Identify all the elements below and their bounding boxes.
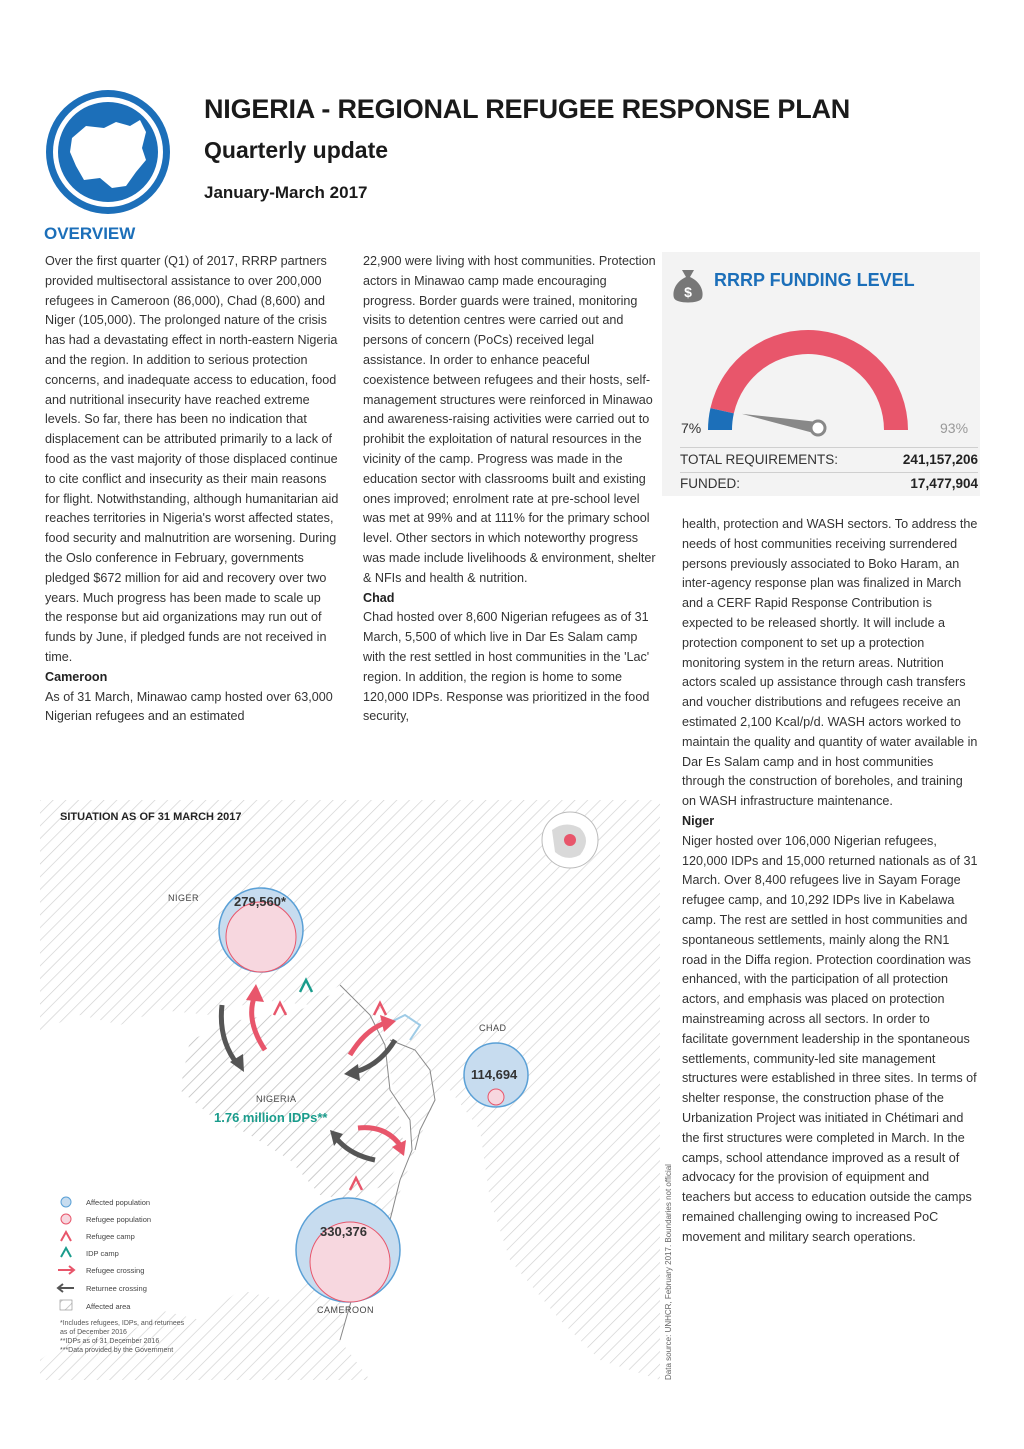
section-heading-niger: Niger bbox=[682, 813, 715, 828]
map-note: as of December 2016 bbox=[60, 1329, 127, 1336]
divider bbox=[680, 447, 978, 448]
map-note: **IDPs as of 31 December 2016 bbox=[60, 1338, 160, 1345]
date-range: January-March 2017 bbox=[204, 183, 368, 202]
total-requirements-value: 241,157,206 bbox=[902, 452, 978, 467]
chad-population-figure: 114,694 bbox=[471, 1067, 518, 1082]
affected-population-icon bbox=[61, 1197, 71, 1207]
country-label-chad: CHAD bbox=[479, 1023, 507, 1033]
money-bag-icon bbox=[670, 266, 706, 306]
paragraph: 22,900 were living with host communities. Protection actors in Minawao camp made encouraging progress. Border guards were trained, monitoring visits to detention centres were carried out and persons of concern (PoCs) received legal assistance. In order to enhance peaceful coexistence between refugees and their hosts, self-management structures were reinforced in Minawao and awareness-raising activities were carried out to prohibit the exploitation of natural resources in the vicinity of the camp. Progress was made in the education sector with classrooms built and existing ones improved; enrolment rate at pre-school level was met at 99% and at 111% for the primary school level. Other sectors in which noteworthy progress was made include livelihoods & environment, shelter & NFIs and health & nutrition. bbox=[363, 254, 656, 585]
text-column-3 bbox=[682, 515, 978, 1247]
affected-area-icon bbox=[60, 1300, 72, 1310]
idp-figure: 1.76 million IDPs** bbox=[214, 1110, 328, 1125]
country-label-nigeria: NIGERIA bbox=[256, 1094, 297, 1104]
niger-population-figure: 279,560* bbox=[234, 894, 287, 909]
legend-item: Refugee crossing bbox=[86, 1265, 145, 1275]
map-title: SITUATION AS OF 31 MARCH 2017 bbox=[60, 811, 242, 823]
map-note: ***Data provided by the Government bbox=[60, 1347, 174, 1354]
page-subtitle: Quarterly update bbox=[204, 137, 389, 163]
total-requirements-label: TOTAL REQUIREMENTS: bbox=[680, 452, 839, 467]
country-label-niger: NIGER bbox=[168, 893, 200, 903]
niger-refugee-circle bbox=[226, 902, 296, 972]
legend-item: Returnee crossing bbox=[86, 1283, 147, 1293]
paragraph: As of 31 March, Minawao camp hosted over 63,000 Nigerian refugees and an estimated bbox=[45, 689, 333, 724]
map-credit: Data source: UNHCR, February 2017. Boundaries not official bbox=[664, 1164, 673, 1380]
section-heading-chad: Chad bbox=[363, 590, 395, 605]
overview-heading: OVERVIEW bbox=[44, 224, 136, 243]
gauge-hub bbox=[811, 421, 825, 435]
chad-refugee-circle bbox=[488, 1089, 504, 1105]
section-heading-cameroon: Cameroon bbox=[45, 669, 108, 684]
page-title: NIGERIA - REGIONAL REFUGEE RESPONSE PLAN bbox=[204, 94, 851, 124]
funding-title: RRRP FUNDING LEVEL bbox=[714, 270, 915, 290]
paragraph: health, protection and WASH sectors. To address the needs of host communities receiving surrendered persons previously associated to Boko Haram, an inter-agency response plan was finalized in March and a CERF Rapid Response Contribution is expected to be released shortly. It will include a protection component to set up a protection monitoring system in the return areas. Nutrition actors scaled up assistance through cash transfers and voucher distributions and refugees receive an estimated 2,100 Kcal/p/d. WASH actors worked to maintain the quality and quantity of water available in Dar Es Salam camp and in host communities through the construction of boreholes, and training on WASH infrastructure maintenance. bbox=[682, 517, 978, 809]
nigeria-map-logo-icon bbox=[42, 86, 174, 218]
legend-item: IDP camp bbox=[86, 1248, 119, 1258]
legend-item: Refugee camp bbox=[86, 1231, 135, 1241]
globe-nigeria-marker bbox=[564, 834, 576, 846]
text-column-2 bbox=[363, 252, 659, 727]
funded-label: FUNDED: bbox=[680, 476, 740, 491]
gauge-needle bbox=[742, 414, 819, 434]
text-column-1 bbox=[45, 252, 341, 727]
map-note: *Includes refugees, IDPs, and returnees bbox=[60, 1320, 185, 1327]
legend-item: Affected population bbox=[86, 1197, 151, 1207]
svg-text:$: $ bbox=[684, 284, 692, 300]
divider bbox=[680, 472, 978, 473]
country-label-cameroon: CAMEROON bbox=[317, 1305, 375, 1315]
legend-item: Affected area bbox=[86, 1301, 131, 1311]
paragraph: Chad hosted over 8,600 Nigerian refugees as of 31 March, 5,500 of which live in Dar Es Salam camp with the rest settled in host communities in the 'Lac' region. In addition, the region is home to some 120,000 IDPs. Response was prioritized in the food security, bbox=[363, 610, 650, 724]
legend-item: Refugee population bbox=[86, 1214, 152, 1224]
funded-percent-label: 7% bbox=[681, 420, 702, 436]
gauge-unfunded-arc bbox=[710, 330, 908, 430]
refugee-population-icon bbox=[61, 1214, 71, 1224]
paragraph: Niger hosted over 106,000 Nigerian refugees, 120,000 IDPs and 15,000 returned nationals as of 31 March. Over 8,400 refugees live in Sayam Forage refugee camp, and 10,292 IDPs live in Kabelawa camp. The rest are settled in host communities and spontaneous settlements, mainly along the RN1 road in the Diffa region. Protection coordination was enhanced, with the participation of all protection actors, and emphasis was placed on protection mainstreaming across all sectors. In order to facilitate government leadership in the spontaneous settlements, community-led site management structures were established in three sites. In terms of shelter response, the construction phase of the Urbanization Project was initiated in Chétimari and the first structures were completed in March. In the camps, school attendance improved as a result of advocacy for the provision of equipment and teachers but access to education outside the camps remained challenging owing to increased PoC movement and military search operations. bbox=[682, 833, 978, 1244]
funding-gauge bbox=[662, 310, 980, 450]
funded-value: 17,477,904 bbox=[910, 476, 978, 491]
unfunded-percent-label: 93% bbox=[940, 420, 969, 436]
paragraph: Over the first quarter (Q1) of 2017, RRRP partners provided multisectoral assistance to over 200,000 refugees in Cameroon (86,000), Chad (8,600) and Niger (105,000). The prolonged nature of the crisis has had a devastating effect in north-eastern Nigeria and the region. In addition to serious protection concerns, and inadequate access to education, food and nutritional insecurity have reached extreme levels. So far, there has been no indication that displacement can be attributed primarily to a lack of food as the vast majority of those displaced continue to cite conflict and insecurity as their main reasons for flight. Notwithstanding, although humanitarian aid reaches territories in Nigeria's worst affected states, food security and malnutrition are worsening. During the Oslo conference in February, governments pledged $672 million for aid and recovery over two years. Much progress has been made to scale up the response but aid organizations may run out of funds by June, if pledged funds are not received in time. bbox=[45, 254, 339, 664]
cameroon-population-figure: 330,376 bbox=[320, 1224, 367, 1239]
